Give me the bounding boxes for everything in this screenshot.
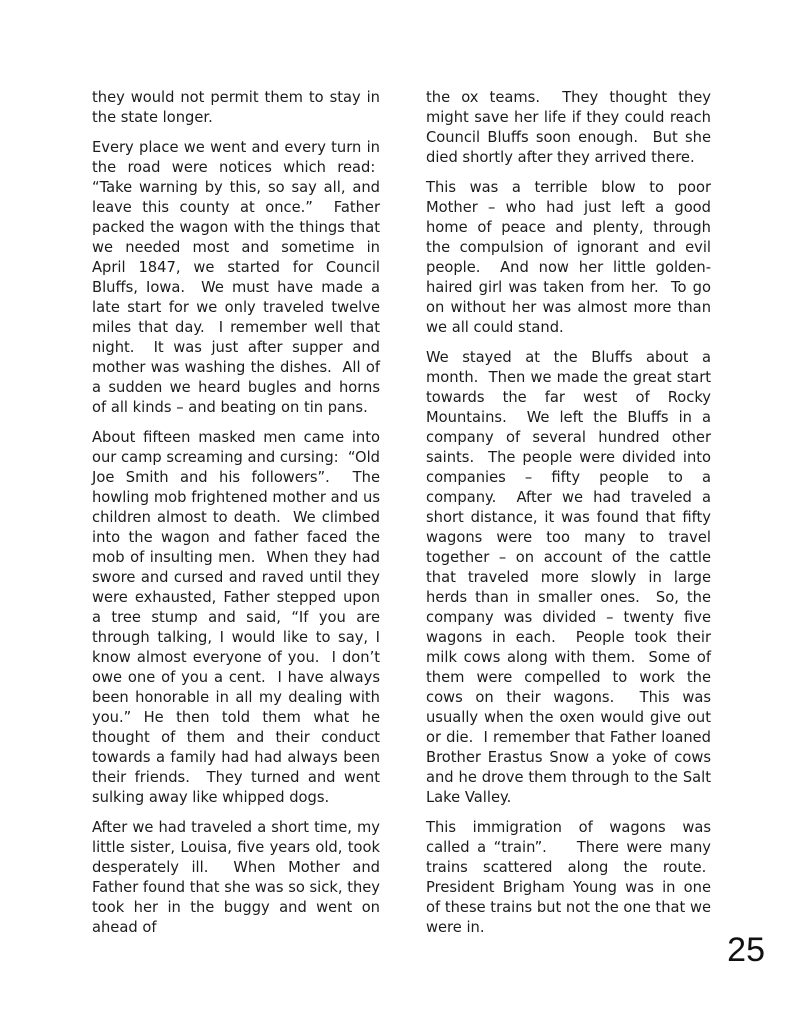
paragraph: This immigration of wagons was called a “train”. There were many trains scattered along the route. President Brigham Young was in one of these trains but not the one that we were in. (426, 819, 711, 936)
paragraph: Every place we went and every turn in the road were notices which read: “Take warning by this, so say all, and leave this county at once.” Father packed the wagon with the things that we needed most and sometime in April 1847, we started for Council Bluffs, Iowa. We must have made a late start for we only traveled twelve miles that day. I remember well that night. It was just after supper and mother was washing the dishes. All of a sudden we heard bugles and horns of all kinds – and beating on tin pans. (92, 139, 380, 416)
left-column (92, 88, 380, 948)
text-columns (92, 88, 711, 948)
paragraph: the ox teams. They thought they might save her life if they could reach Council Bluffs soon enough. But she died shortly after they arrived there. (426, 89, 711, 166)
right-column (426, 88, 711, 948)
paragraph: About fifteen masked men came into our camp screaming and cursing: “Old Joe Smith and his followers”. The howling mob frightened mother and us children almost to death. We climbed into the wagon and father faced the mob of insulting men. When they had swore and cursed and raved until they were exhausted, Father stepped upon a tree stump and said, “If you are through talking, I would like to say, I know almost everyone of you. I don’t owe one of you a cent. I have always been honorable in all my dealing with you.” He then told them what he thought of them and their conduct towards a family had had always been their friends. They turned and went sulking away like whipped dogs. (92, 429, 380, 806)
paragraph: We stayed at the Bluffs about a month. Then we made the great start towards the far west of Rocky Mountains. We left the Bluffs in a company of several hundred other saints. The people were divided into companies – fifty people to a company. After we had traveled a short distance, it was found that fifty wagons were too many to travel together – on account of the cattle that traveled more slowly in large herds than in smaller ones. So, the company was divided – twenty five wagons in each. People took their milk cows along with them. Some of them were compelled to work the cows on their wagons. This was usually when the oxen would give out or die. I remember that Father loaned Brother Erastus Snow a yoke of cows and he drove them through to the Salt Lake Valley. (426, 349, 711, 806)
paragraph: After we had traveled a short time, my little sister, Louisa, five years old, took desperately ill. When Mother and Father found that she was so sick, they took her in the buggy and went on ahead of (92, 819, 380, 936)
page-number: 25 (727, 931, 765, 969)
paragraph: This was a terrible blow to poor Mother – who had just left a good home of peace and plenty, through the compulsion of ignorant and evil people. And now her little golden-haired girl was taken from her. To go on without her was almost more than we all could stand. (426, 179, 711, 336)
paragraph: they would not permit them to stay in the state longer. (92, 89, 380, 126)
